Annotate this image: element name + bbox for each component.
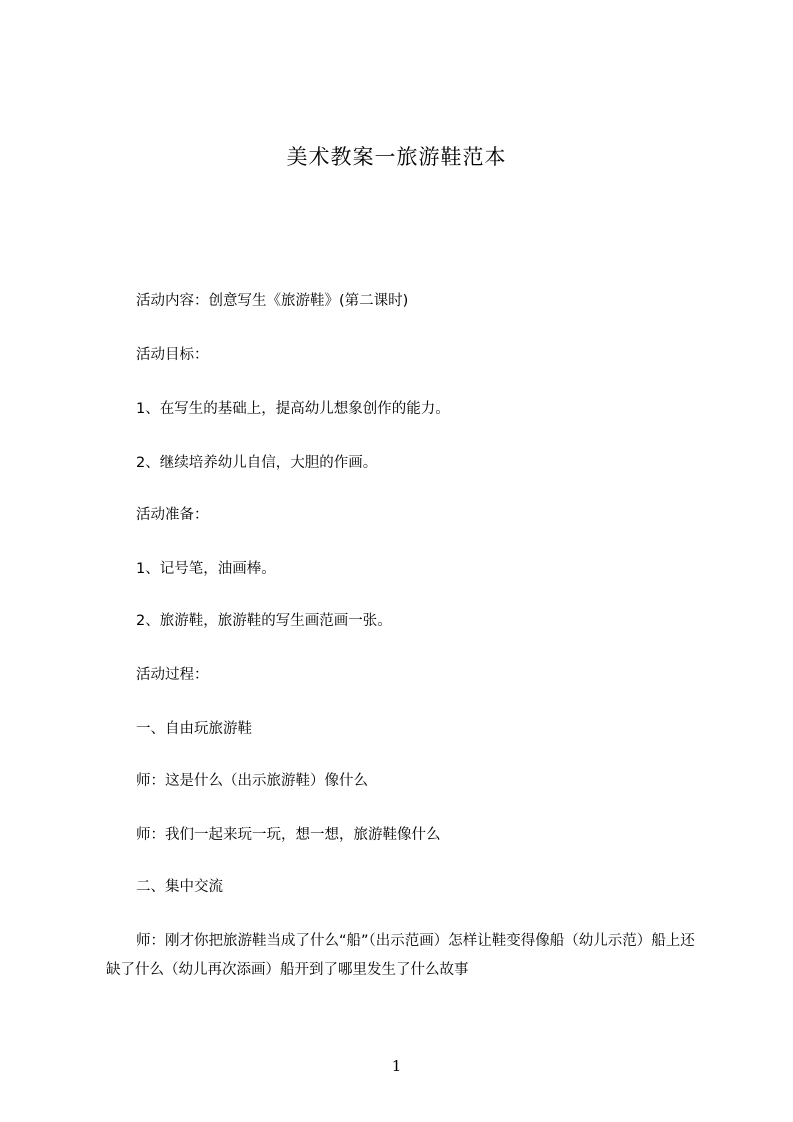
teacher-line-2: 师：我们一起来玩一玩，想一想，旅游鞋像什么 [136,827,441,843]
teacher-line-1: 师：这是什么（出示旅游鞋）像什么 [136,773,368,789]
goal-item-2: 2、继续培养幼儿自信，大胆的作画。 [136,455,378,471]
activity-goals-heading: 活动目标： [136,347,209,363]
process-step-1-heading: 一、自由玩旅游鞋 [136,721,252,737]
document-title: 美术教案一旅游鞋范本 [286,145,507,169]
page-number: 1 [391,1057,402,1075]
preparation-item-2: 2、旅游鞋，旅游鞋的写生画范画一张。 [136,613,392,629]
goal-item-1: 1、在写生的基础上，提高幼儿想象创作的能力。 [136,401,450,417]
teacher-paragraph: 师：刚才你把旅游鞋当成了什么“船”（出示范画）怎样让鞋变得像船（幼儿示范）船上还缺了什么（幼儿再次添画）船开到了哪里发生了什么故事 [106,933,695,978]
activity-preparation-heading: 活动准备： [136,507,209,523]
preparation-item-1: 1、记号笔，油画棒。 [136,561,276,577]
process-step-2-heading: 二、集中交流 [136,879,223,895]
activity-process-heading: 活动过程： [136,667,209,683]
activity-content-line: 活动内容：创意写生《旅游鞋》(第二课时) [136,293,409,309]
